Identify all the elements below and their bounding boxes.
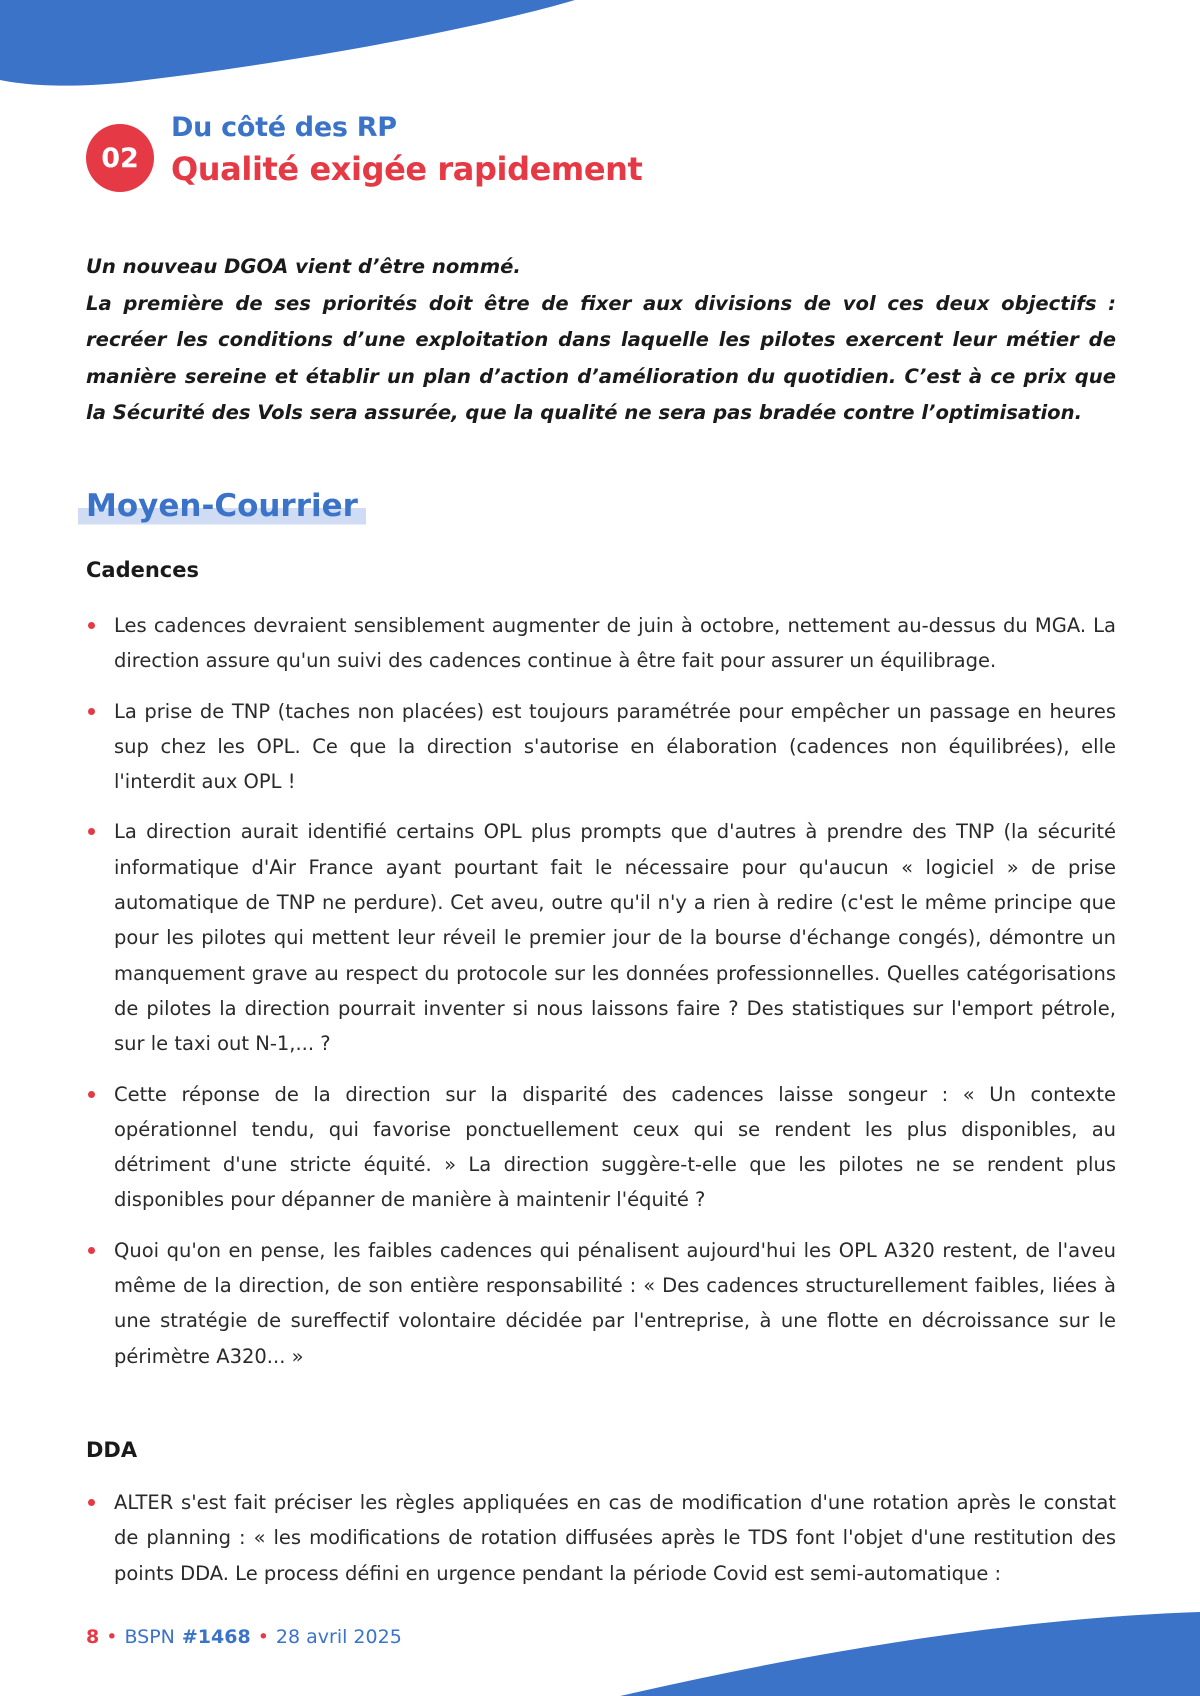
intro-paragraph [86,249,1116,432]
bullet-dot-icon [88,708,95,715]
footer-separator: • [257,1626,269,1648]
top-wave-decoration [0,0,1200,100]
list-item: La direction aurait identifié certains OPL plus prompts que d'autres à prendre des TNP (la sécurité informatique d'Air France ayant pourtant fait le nécessaire pour qu'aucun « logiciel » de prise automatique de TNP ne perdure). Cet aveu, outre qu'il n'y a rien à redire (c'est le même principe que pour les pilotes qui mettent leur réveil le premier jour de la bourse d'échange congés), démontre un manquement grave au respect du protocole sur les données professionnelles. Quelles catégorisations de pilotes la direction pourrait inventer si nous laissons faire ? Des statistiques sur l'emport pétrole, sur le taxi out N-1,... ? [86,814,1116,1061]
page-number: 8 [86,1626,100,1648]
bullet-dot-icon [88,1247,95,1254]
publication-name: BSPN [124,1626,175,1648]
cadences-list [86,608,1116,1389]
section-title: Moyen-Courrier [78,484,366,528]
bullet-dot-icon [88,1499,95,1506]
list-item: ALTER s'est fait préciser les règles appliquées en cas de modification d'une rotation après le constat de planning : « les modifications de rotation diffusées après le TDS font l'objet d'une restitution des points DDA. Le process défini en urgence pendant la période Covid est semi-automatique : [86,1485,1116,1591]
list-item: Cette réponse de la direction sur la disparité des cadences laisse songeur : « Un contexte opérationnel tendu, qui favorise ponctuellement ceux qui se rendent les plus disponibles, au détriment d'une stricte équité. » La direction suggère-t-elle que les pilotes ne se rendent plus disponibles pour dépanner de manière à maintenir l'équité ? [86,1077,1116,1218]
bullet-dot-icon [88,622,95,629]
issue-number: #1468 [181,1626,251,1648]
intro-line-2: La première de ses priorités doit être de fixer aux divisions de vol ces deux objectifs : recréer les conditions d’une exploitation dans laquelle les pilotes exercent leur métier de manière sereine et établir un plan d’action d’amélioration du quotidien. C’est à ce prix que la Sécurité des Vols sera assurée, que la qualité ne sera pas bradée contre l’optimisation. [86,291,1116,424]
footer-separator: • [106,1626,118,1648]
subheading-cadences: Cadences [86,558,199,582]
bullet-dot-icon [88,828,95,835]
page-footer [86,1626,402,1648]
list-item: Les cadences devraient sensiblement augmenter de juin à octobre, nettement au-dessus du MGA. La direction assure qu'un suivi des cadences continue à être fait pour assurer un équilibrage. [86,608,1116,679]
list-item: Quoi qu'on en pense, les faibles cadences qui pénalisent aujourd'hui les OPL A320 restent, de l'aveu même de la direction, de son entière responsabilité : « Des cadences structurellement faibles, liées à une stratégie de sureffectif volontaire décidée par l'entreprise, à une flotte en décroissance sur le périmètre A320... » [86,1233,1116,1374]
dda-list [86,1485,1116,1606]
publication-date: 28 avril 2025 [275,1626,402,1648]
subheading-dda: DDA [86,1438,138,1462]
section-number-badge: 02 [86,124,154,192]
bullet-dot-icon [88,1091,95,1098]
list-item: La prise de TNP (taches non placées) est toujours paramétrée pour empêcher un passage en heures sup chez les OPL. Ce que la direction s'autorise en élaboration (cadences non équilibrées), elle l'interdit aux OPL ! [86,694,1116,800]
intro-line-1: Un nouveau DGOA vient d’être nommé. [86,255,521,278]
page-title: Qualité exigée rapidement [171,150,643,188]
page-kicker: Du côté des RP [171,112,397,143]
